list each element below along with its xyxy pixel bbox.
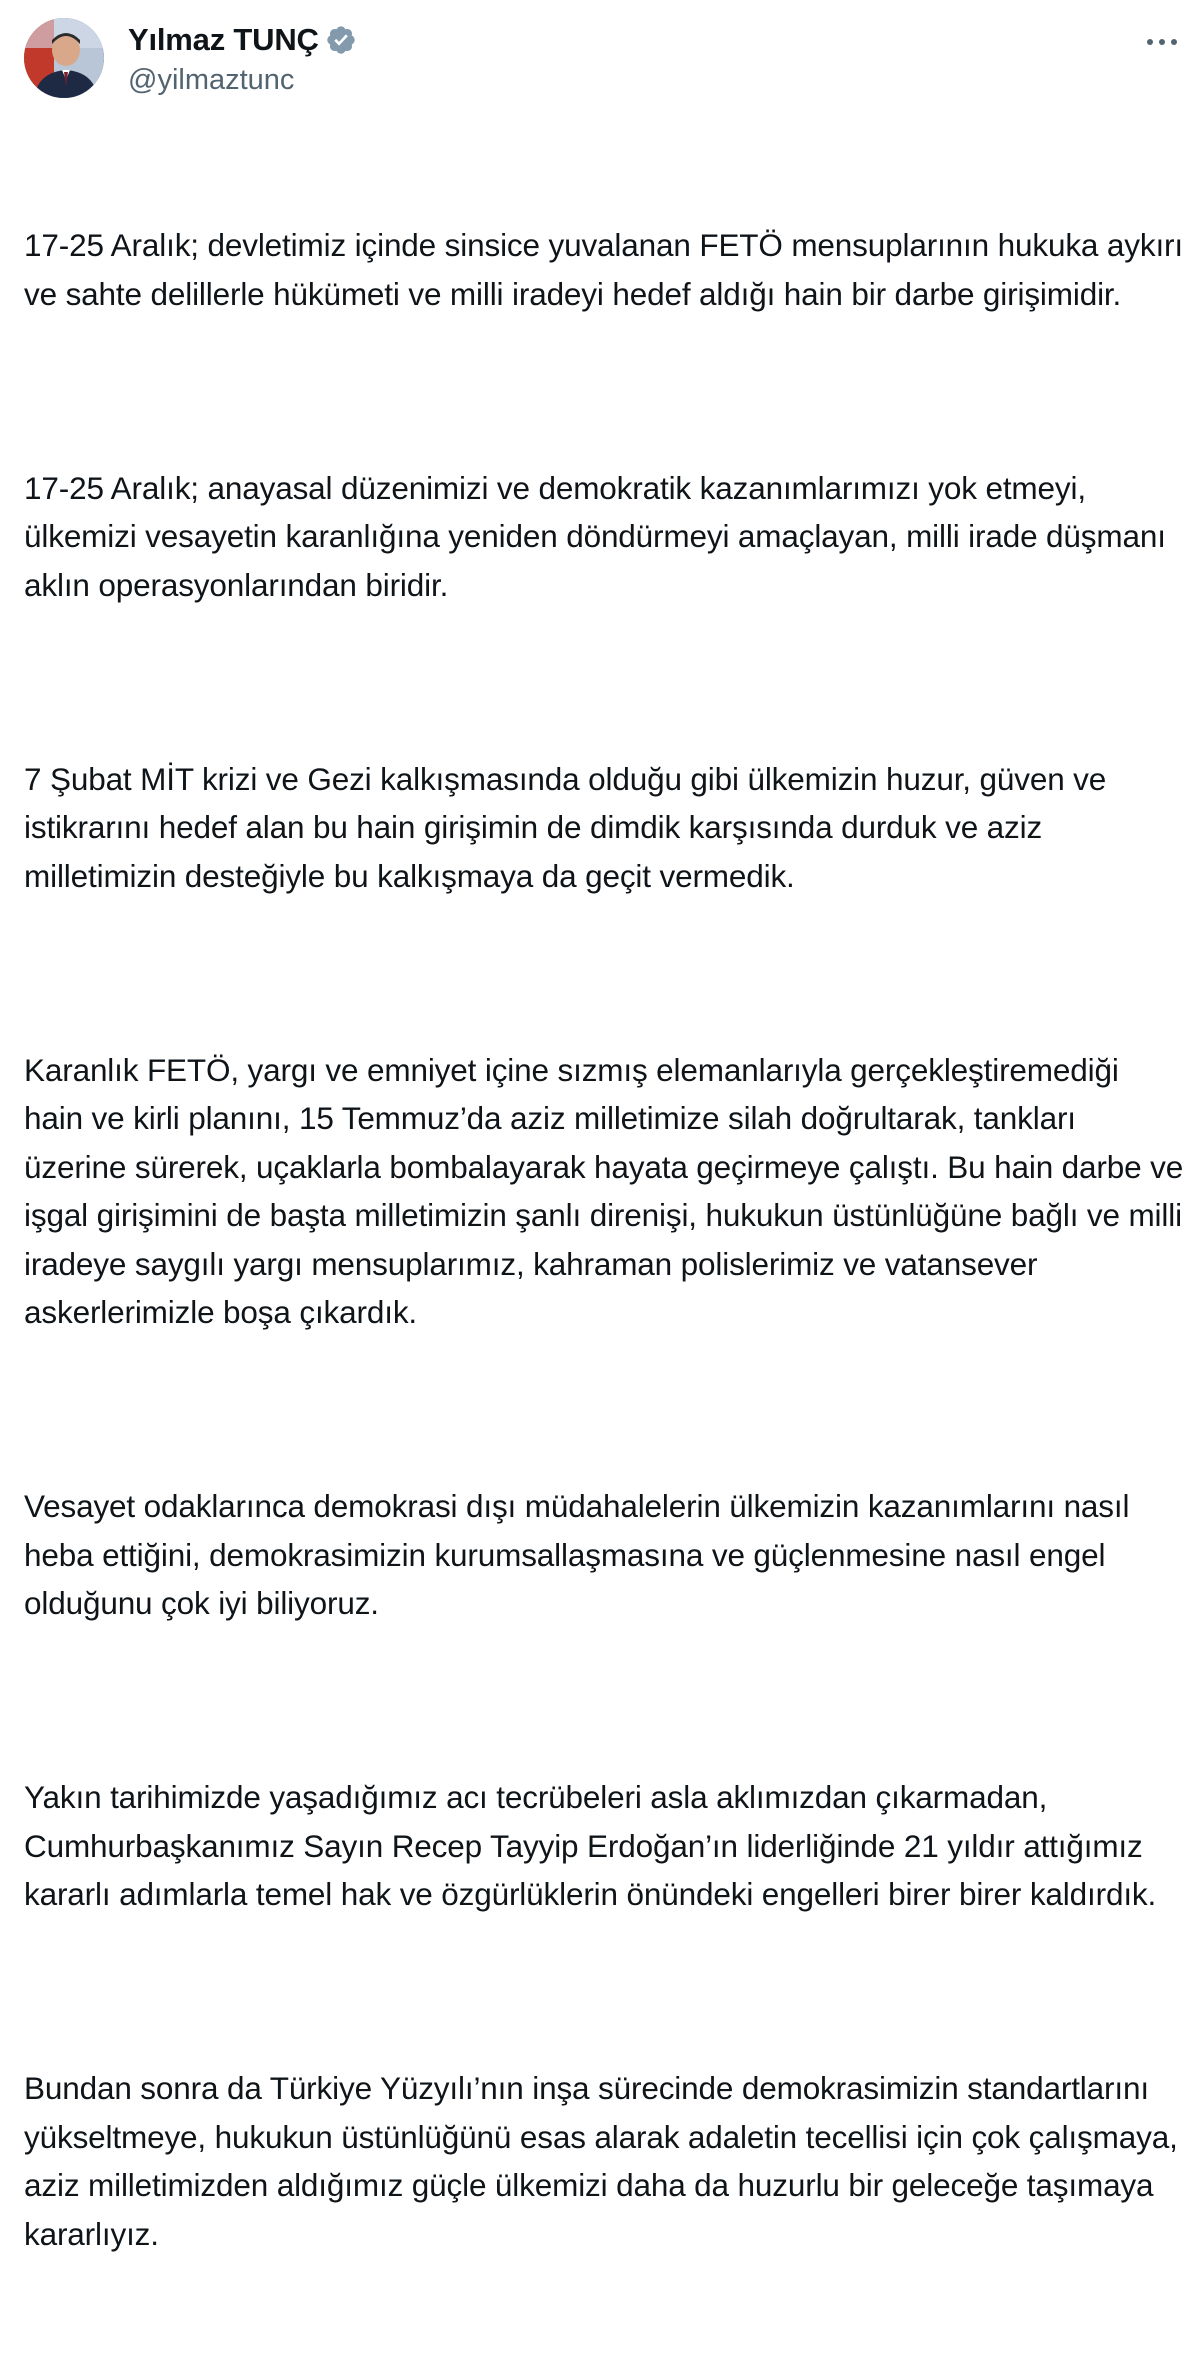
- profile-photo-icon: [24, 18, 104, 98]
- tweet-paragraph: Karanlık FETÖ, yargı ve emniyet içine sızmış elemanlarıyla gerçekleştiremediği hain ve kirli planını, 15 Temmuz’da aziz milletimize silah doğrultarak, tankları üzerine sürerek, uçaklarla bombalayarak hayata geçirmeye çalıştı. Bu hain darbe ve işgal girişimini de başta milletimizin şanlı direnişi, hukukun üstünlüğüne bağlı ve milli iradeye saygılı yargı mensuplarımız, kahraman polislerimiz ve vatansever askerlerimizle boşa çıkardık.: [24, 1051, 1192, 1330]
- tweet-paragraph: 17-25 Aralık; devletimiz içinde sinsice yuvalanan FETÖ mensuplarının hukuka aykırı ve sahte delillerle hükümeti ve milli iradeyi hedef aldığı hain bir darbe girişimidir.: [24, 227, 1192, 312]
- user-block: [128, 20, 357, 100]
- tweet-header: [24, 18, 1184, 102]
- name-row: [128, 20, 357, 60]
- tweet-paragraph: Yakın tarihimizde yaşadığımız acı tecrübeleri asla aklımızdan çıkarmadan, Cumhurbaşkanımız Sayın Recep Tayyip Erdoğan’ın liderliğinde 21 yıldır attığımız kararlı adımlarla temel hak ve özgürlüklerin önündeki engelleri birer birer kaldırdık.: [24, 1779, 1157, 1912]
- more-options-button[interactable]: [1140, 24, 1184, 60]
- tweet-text: [24, 124, 1192, 2355]
- tweet-paragraph: 7 Şubat MİT krizi ve Gezi kalkışmasında olduğu gibi ülkemizin huzur, güven ve istikrarını hedef alan bu hain girişimin de dimdik karşısında durduk ve aziz milletimizin desteğiyle bu kalkışmaya da geçit vermedik.: [24, 760, 1115, 894]
- avatar[interactable]: [24, 18, 104, 98]
- verified-badge-icon[interactable]: [325, 24, 357, 56]
- ellipsis-icon: [1144, 37, 1180, 47]
- user-handle[interactable]: @yilmaztunc: [128, 64, 295, 96]
- tweet-paragraph: 17-25 Aralık; anayasal düzenimizi ve demokratik kazanımlarımızı yok etmeyi, ülkemizi vesayetin karanlığına yeniden döndürmeyi amaçlayan, milli irade düşmanı aklın operasyonlarından biridir.: [24, 469, 1175, 603]
- display-name[interactable]: Yılmaz TUNÇ: [128, 22, 319, 57]
- tweet-paragraph: Bundan sonra da Türkiye Yüzyılı’nın inşa sürecinde demokrasimizin standartlarını yükseltmeye, hukukun üstünlüğünü esas alarak adaletin tecellisi için çok çalışmaya, aziz milletimizden aldığımız güçle ülkemizi daha da huzurlu bir geleceğe taşımaya kararlıyız.: [24, 2070, 1187, 2252]
- tweet-paragraph: Vesayet odaklarınca demokrasi dışı müdahalelerin ülkemizin kazanımlarını nasıl heba ettiğini, demokrasimizin kurumsallaşmasına ve güçlenmesine nasıl engel olduğunu çok iyi biliyoruz.: [24, 1488, 1138, 1621]
